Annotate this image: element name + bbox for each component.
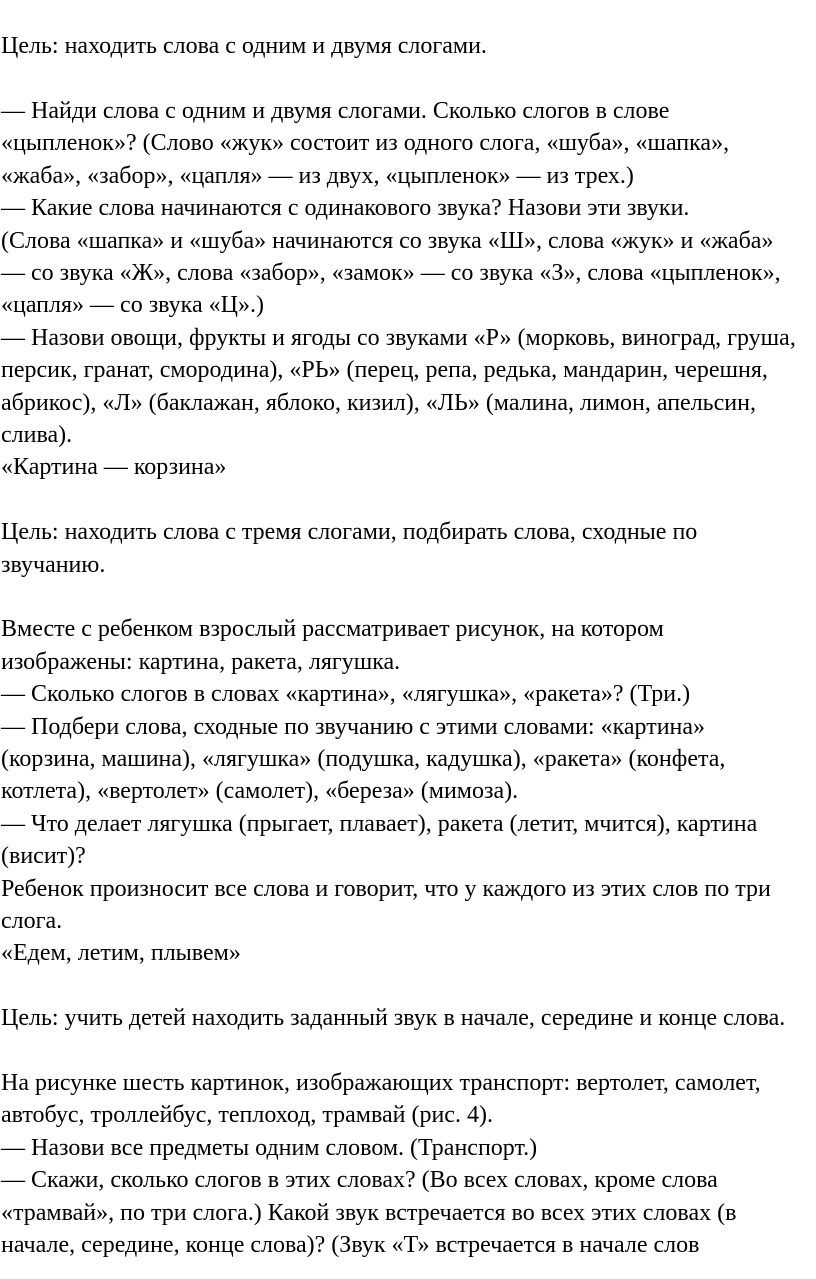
text-line: персик, гранат, смородина), «РЬ» (перец, репа, редька, мандарин, черешня,	[1, 357, 768, 383]
text-line: «жаба», «забор», «цапля» — из двух, «цыпленок» — из трех.)	[1, 163, 634, 189]
text-line: Цель: учить детей находить заданный звук в начале, середине и конце слова.	[1, 1005, 786, 1031]
text-line: Ребенок произносит все слова и говорит, что у каждого из этих слов по три	[1, 876, 771, 902]
text-line: «трамвай», по три слога.) Какой звук встречается во всех этих словах (в	[1, 1200, 737, 1226]
text-line: — Назови все предметы одним словом. (Транспорт.)	[1, 1135, 538, 1161]
text-line: начале, середине, конце слова)? (Звук «Т» встречается в начале слов	[1, 1232, 700, 1258]
section-title: «Картина — корзина»	[1, 454, 227, 480]
text-line: На рисунке шесть картинок, изображающих транспорт: вертолет, самолет,	[1, 1070, 761, 1096]
text-line: слива).	[1, 422, 73, 448]
text-line: Вместе с ребенком взрослый рассматривает рисунок, на котором	[1, 616, 664, 642]
text-line: — Назови овощи, фрукты и ягоды со звуками «Р» (морковь, виноград, груша,	[1, 325, 796, 351]
text-line: абрикос), «Л» (баклажан, яблоко, кизил), «ЛЬ» (малина, лимон, апельсин,	[1, 390, 756, 416]
text-line: — Какие слова начинаются с одинакового звука? Назови эти звуки.	[1, 195, 690, 221]
text-line: — Что делает лягушка (прыгает, плавает), ракета (летит, мчится), картина	[1, 811, 758, 837]
text-line: изображены: картина, ракета, лягушка.	[1, 649, 401, 675]
text-line: — Найди слова с одним и двумя слогами. Сколько слогов в слове	[1, 98, 670, 124]
text-line: — со звука «Ж», слова «забор», «замок» — со звука «З», слова «цыпленок»,	[1, 260, 781, 286]
text-line: — Скажи, сколько слогов в этих словах? (Во всех словах, кроме слова	[1, 1167, 718, 1193]
text-line: котлета), «вертолет» (самолет), «береза» (мимоза).	[1, 778, 519, 804]
text-line: (висит)?	[1, 843, 86, 869]
text-line: Цель: находить слова с тремя слогами, подбирать слова, сходные по	[1, 519, 698, 545]
text-line: звучанию.	[1, 552, 106, 578]
text-line: — Подбери слова, сходные по звучанию с этими словами: «картина»	[1, 714, 706, 740]
text-line: «цапля» — со звука «Ц».)	[1, 292, 264, 318]
text-line: «цыпленок»? (Слово «жук» состоит из одного слога, «шуба», «шапка»,	[1, 130, 730, 156]
text-line: — Сколько слогов в словах «картина», «лягушка», «ракета»? (Три.)	[1, 681, 691, 707]
section-title: «Едем, летим, плывем»	[1, 940, 241, 966]
text-line: (корзина, машина), «лягушка» (подушка, кадушка), «ракета» (конфета,	[1, 746, 726, 772]
text-line: (Слова «шапка» и «шуба» начинаются со звука «Ш», слова «жук» и «жаба»	[1, 228, 774, 254]
text-line: слога.	[1, 908, 63, 934]
text-line: Цель: находить слова с одним и двумя слогами.	[1, 33, 487, 59]
text-line: автобус, троллейбус, теплоход, трамвай (рис. 4).	[1, 1102, 493, 1128]
